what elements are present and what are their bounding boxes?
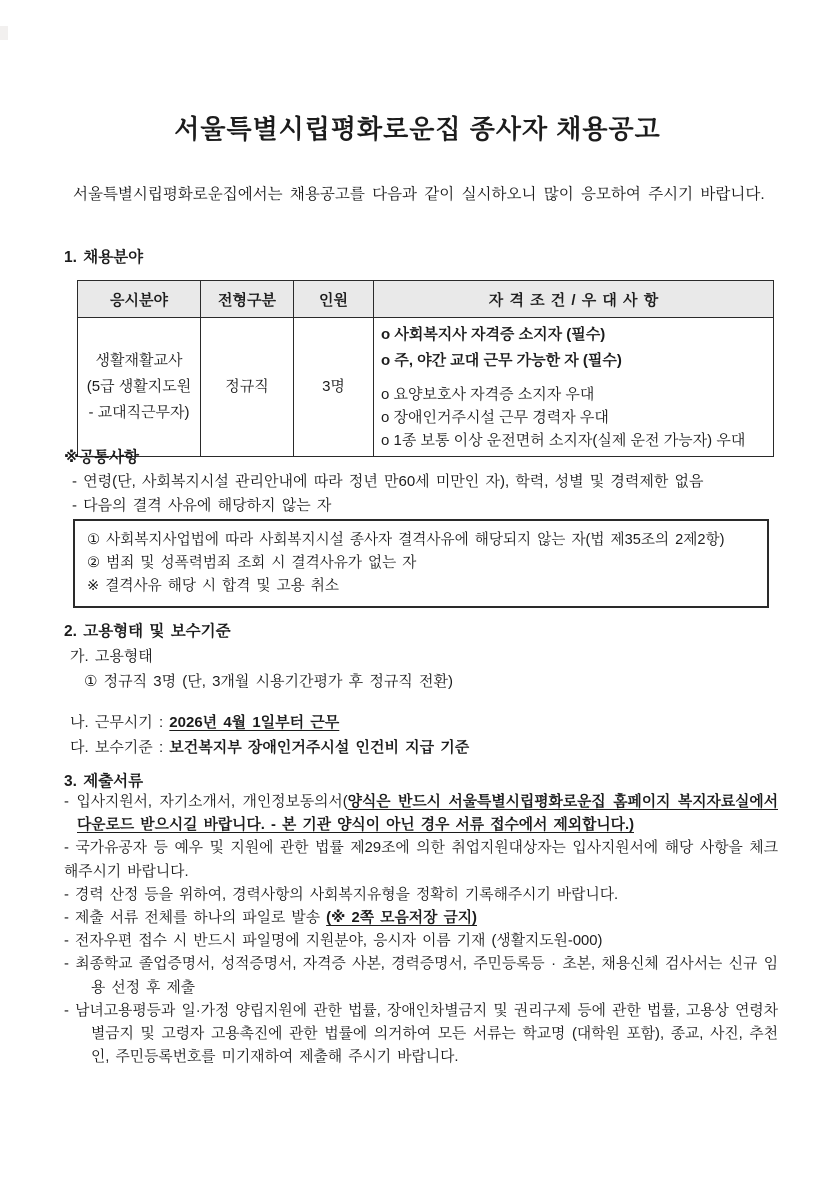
work-start-line (70, 711, 339, 732)
submission-item-prefix: - 입사지원서, 자기소개서, 개인정보동의서( (64, 794, 348, 810)
submission-item-single-file (64, 907, 778, 930)
submission-item-file-warning: (※ 2쪽 모음저장 금지) (326, 910, 477, 927)
section2-heading: 2. 고용형태 및 보수기준 (64, 623, 231, 640)
qualification-preferred: o 1종 보통 이상 운전면허 소지자(실제 운전 가능자) 우대 (381, 432, 746, 449)
disqualification-line: ② 범죄 및 성폭력범죄 조회 시 결격사유가 없는 자 (87, 555, 417, 571)
disqualification-box (73, 519, 769, 608)
submission-documents-list (64, 791, 778, 1069)
table-header-qualifications: 자 격 조 건 / 우 대 사 항 (374, 281, 774, 318)
section1-heading: 1. 채용분야 (64, 249, 144, 266)
page-title: 서울특별시립평화로운집 종사자 채용공고 (174, 114, 661, 145)
common-requirement-item: - 다음의 결격 사유에 해당하지 않는 자 (72, 496, 332, 514)
submission-item-email: - 전자우편 접수 시 반드시 파일명에 지원분야, 응시자 이름 기재 (생활지도원-000) (64, 933, 603, 950)
common-requirements-heading: ※공통사항 (64, 449, 139, 466)
submission-item-application (64, 791, 778, 837)
qualification-required: o 주, 야간 교대 근무 가능한 자 (필수) (381, 352, 622, 369)
submission-item-blind-rules: - 남녀고용평등과 일·가정 양립지원에 관한 법률, 장애인차별금지 및 권리구제 등에 관한 법률, 고용상 연령차별금지 및 고령자 고용촉진에 관한 법률에 의거하여 모든 서류는 학교명 (대학원 포함), 종교, 사진, 추천인, 주민등록번호를 미기재하여 제출해 주시기 바랍니다. (64, 1002, 778, 1066)
submission-item-prefix: - 제출 서류 전체를 하나의 파일로 발송 (64, 910, 327, 927)
table-header-count: 인원 (294, 281, 374, 318)
pay-standard-label: 다. 보수기준 : (70, 739, 170, 756)
work-start-label: 나. 근무시기 : (70, 714, 170, 731)
disqualification-line: ① 사회복지사업법에 따라 사회복지시설 종사자 결격사유에 해당되지 않는 자(법 제35조의 2제2항) (87, 532, 725, 548)
cell-hire-type: 정규직 (201, 318, 294, 457)
disqualification-line: ※ 결격사유 해당 시 합격 및 고용 취소 (87, 578, 339, 594)
qualification-required: o 사회복지사 자격증 소지자 (필수) (381, 326, 606, 343)
submission-item-form-notice: 양식은 반드시 서울특별시립평화로운집 홈페이지 복지자료실에서 다운로드 받으시길 바랍니다. - 본 기관 양식이 아닌 경우 서류 접수에서 제외합니다.) (77, 794, 778, 834)
recruitment-table (77, 280, 774, 457)
submission-item-certificates: - 최종학교 졸업증명서, 성적증명서, 자격증 사본, 경력증명서, 주민등록등 · 초본, 채용신체 검사서는 신규 임용 선정 후 제출 (64, 956, 778, 996)
employment-type-item: ① 정규직 3명 (단, 3개월 시용기간평가 후 정규직 전환) (84, 673, 453, 690)
table-row (78, 318, 774, 457)
pay-standard-line (70, 736, 469, 757)
table-header-type: 전형구분 (201, 281, 294, 318)
qualification-preferred: o 장애인거주시설 근무 경력자 우대 (381, 409, 609, 426)
common-requirements (64, 445, 778, 517)
table-header-row (78, 281, 774, 318)
section3-heading: 3. 제출서류 (64, 773, 144, 790)
field-line: (5급 생활지도원 (86, 378, 192, 395)
table-header-field: 응시분야 (78, 281, 201, 318)
qualification-preferred: o 요양보호사 자격증 소지자 우대 (381, 386, 595, 403)
cell-headcount: 3명 (294, 318, 374, 457)
cell-qualifications (374, 318, 774, 457)
field-line: - 교대직근무자) (88, 404, 190, 421)
field-line: 생활재활교사 (95, 352, 183, 369)
submission-item-veterans: - 국가유공자 등 예우 및 지원에 관한 법률 제29조에 의한 취업지원대상자는 입사지원서에 해당 사항을 체크해주시기 바랍니다. (64, 840, 778, 880)
work-start-value: 2026년 4월 1일부터 근무 (169, 714, 340, 731)
cell-field (78, 318, 201, 457)
scan-artifact (0, 26, 8, 40)
submission-item-career: - 경력 산정 등을 위하여, 경력사항의 사회복지유형을 정확히 기록해주시기 바랍니다. (64, 886, 619, 903)
qualification-preferred-group (381, 383, 767, 452)
intro-paragraph: 서울특별시립평화로운집에서는 채용공고를 다음과 같이 실시하오니 많이 응모하여 주시기 바랍니다. (73, 185, 765, 203)
pay-standard-value: 보건복지부 장애인거주시설 인건비 지급 기준 (169, 739, 470, 756)
employment-type-label: 가. 고용형태 (70, 648, 153, 665)
common-requirement-item: - 연령(단, 사회복지시설 관리안내에 따라 정년 만60세 미만인 자), 학력, 성별 및 경력제한 없음 (72, 473, 704, 490)
